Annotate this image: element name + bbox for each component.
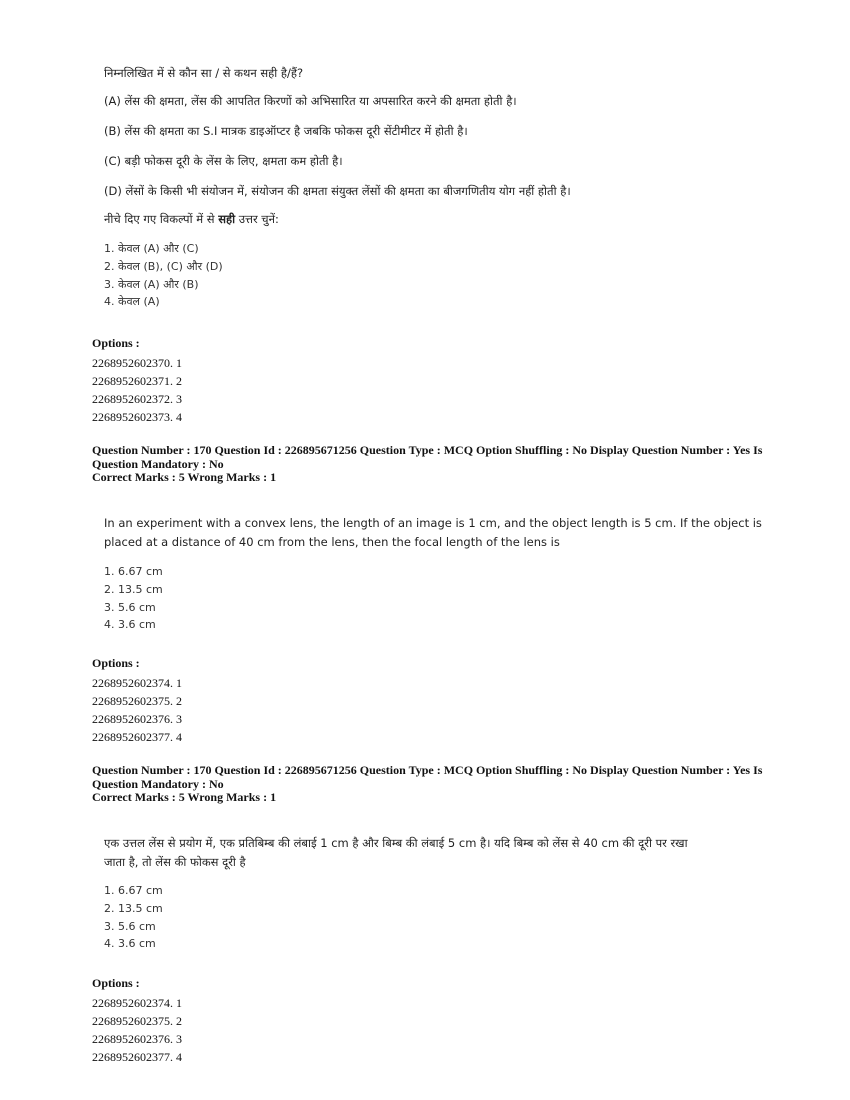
options-label: Options : <box>92 656 140 670</box>
q1-instruction: नीचे दिए गए विकल्पों में से सही उत्तर चुनें: <box>104 212 279 226</box>
q3-options <box>92 974 182 1066</box>
q3-option-3: 2268952602376. 3 <box>92 1032 182 1046</box>
q1-option-4: 2268952602373. 4 <box>92 410 182 424</box>
q1-option-1: 2268952602370. 1 <box>92 356 182 370</box>
q1-choice-2: 2. केवल (B), (C) और (D) <box>104 259 223 273</box>
q1-stem <box>104 64 804 244</box>
q2-meta <box>92 444 772 485</box>
q3-question-info: Question Number : 170 Question Id : 226895671256 Question Type : MCQ Option Shuffling : No Display Question Number : Yes Is Question Mandatory : No <box>92 763 763 791</box>
q1-choice-1: 1. केवल (A) और (C) <box>104 242 199 255</box>
q2-option-4: 2268952602377. 4 <box>92 730 182 744</box>
q1-statement-a: (A) लेंस की क्षमता, लेंस की आपतित किरणों को अभिसारित या अपसारित करने की क्षमता होती है। <box>104 94 517 108</box>
q2-text-line-2: placed at a distance of 40 cm from the lens, then the focal length of the lens is <box>104 535 560 549</box>
q2-question-info: Question Number : 170 Question Id : 226895671256 Question Type : MCQ Option Shuffling : No Display Question Number : Yes Is Question Mandatory : No <box>92 443 763 471</box>
q1-option-2: 2268952602371. 2 <box>92 374 182 388</box>
q2-option-3: 2268952602376. 3 <box>92 712 182 726</box>
q2-marks-info: Correct Marks : 5 Wrong Marks : 1 <box>92 470 277 484</box>
q1-options <box>92 334 182 426</box>
q2-options <box>92 654 182 746</box>
q3-choice-2: 2. 13.5 cm <box>104 901 163 915</box>
q2-choice-4: 4. 3.6 cm <box>104 618 156 632</box>
q1-statement-b: (B) लेंस की क्षमता का S.I मात्रक डाइऑप्टर है जबकि फोकस दूरी सेंटीमीटर में होती है। <box>104 124 468 138</box>
q3-option-1: 2268952602374. 1 <box>92 996 182 1010</box>
q3-choice-1: 1. 6.67 cm <box>104 884 163 897</box>
q3-option-2: 2268952602375. 2 <box>92 1014 182 1028</box>
q3-text-line-2: जाता है, तो लेंस की फोकस दूरी है <box>104 855 246 869</box>
q2-stem <box>104 514 804 554</box>
q3-marks-info: Correct Marks : 5 Wrong Marks : 1 <box>92 790 277 804</box>
q2-choice-3: 3. 5.6 cm <box>104 600 156 614</box>
q3-meta <box>92 764 772 805</box>
q3-choices <box>104 882 163 953</box>
options-label: Options : <box>92 336 140 350</box>
q3-stem <box>104 834 804 874</box>
q3-choice-4: 4. 3.6 cm <box>104 937 156 951</box>
q1-statement-d: (D) लेंसों के किसी भी संयोजन में, संयोजन की क्षमता संयुक्त लेंसों की क्षमता का बीजगणितीय योग नहीं होती है। <box>104 184 571 198</box>
q2-choice-1: 1. 6.67 cm <box>104 565 163 578</box>
q2-option-2: 2268952602375. 2 <box>92 694 182 708</box>
q3-option-4: 2268952602377. 4 <box>92 1050 182 1064</box>
options-label: Options : <box>92 976 140 990</box>
q1-choices <box>104 240 223 311</box>
q2-choices <box>104 563 163 634</box>
q2-choice-2: 2. 13.5 cm <box>104 582 163 596</box>
q2-text-line-1: In an experiment with a convex lens, the length of an image is 1 cm, and the object length is 5 cm. If the object is <box>104 516 762 530</box>
q2-option-1: 2268952602374. 1 <box>92 676 182 690</box>
q3-choice-3: 3. 5.6 cm <box>104 919 156 933</box>
q3-text-line-1: एक उत्तल लेंस से प्रयोग में, एक प्रतिबिम्ब की लंबाई 1 cm है और बिम्ब की लंबाई 5 cm है। यदि बिम्ब को लेंस से 40 cm की दूरी पर रखा <box>104 836 688 850</box>
q1-choice-4: 4. केवल (A) <box>104 295 160 309</box>
q1-choice-3: 3. केवल (A) और (B) <box>104 277 199 291</box>
q1-option-3: 2268952602372. 3 <box>92 392 182 406</box>
q1-statement-c: (C) बड़ी फोकस दूरी के लेंस के लिए, क्षमता कम होती है। <box>104 154 343 168</box>
q1-prompt: निम्नलिखित में से कौन सा / से कथन सही है/हैं? <box>104 66 304 80</box>
